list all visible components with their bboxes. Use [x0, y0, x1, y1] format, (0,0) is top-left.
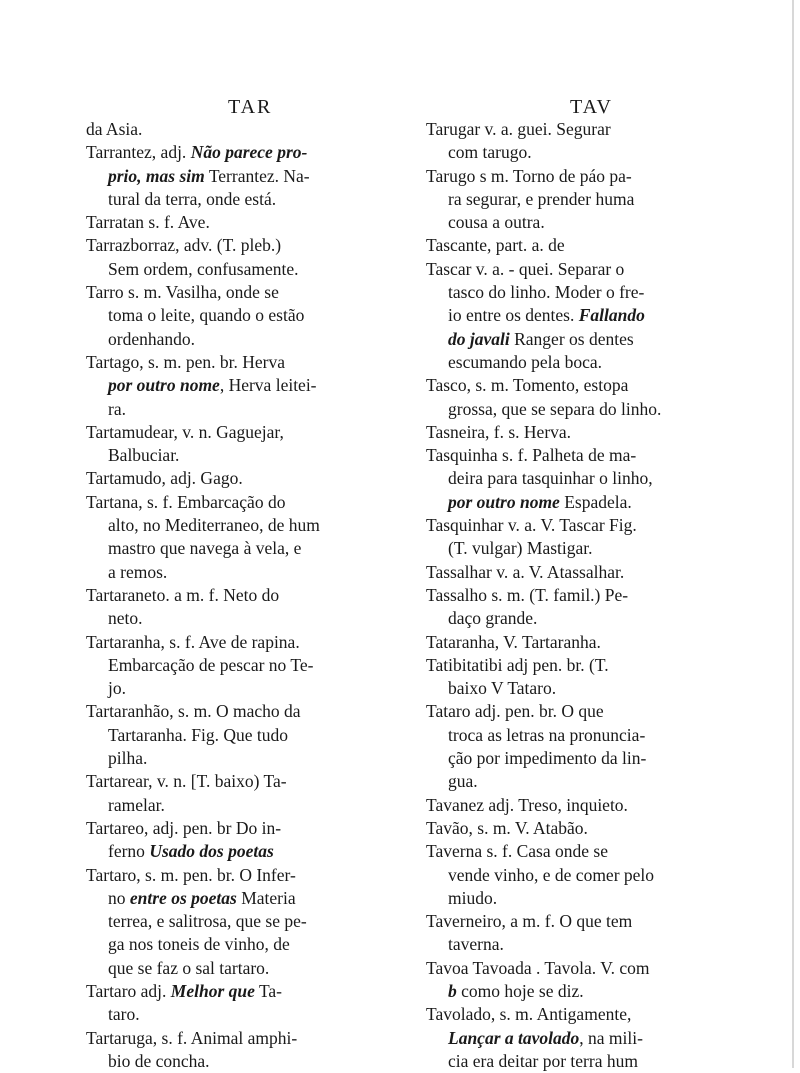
text-segment: Terrantez. Na- — [204, 165, 310, 186]
italic-segment: por outro nome — [448, 491, 560, 512]
text-line — [86, 700, 416, 723]
text-line — [426, 374, 766, 397]
text-segment: Tartago, s. m. pen. br. Herva — [86, 351, 285, 372]
text-segment: como hoje se diz. — [456, 980, 584, 1001]
text-segment: cousa a outra. — [448, 212, 545, 233]
italic-segment: do javali — [448, 328, 510, 349]
text-line — [426, 957, 766, 980]
right-column — [426, 118, 766, 1073]
text-segment: Tasquinha s. f. Palheta de ma- — [426, 445, 637, 466]
text-line — [426, 211, 766, 234]
text-segment: pilha. — [108, 748, 148, 769]
text-segment: Tarrazborraz, adv. (T. pleb.) — [86, 235, 282, 256]
text-line — [86, 724, 416, 747]
text-segment: Tartamudo, adj. Gago. — [86, 468, 243, 489]
italic-segment: Não parece pro- — [190, 142, 308, 163]
text-line — [426, 700, 766, 723]
text-line — [86, 1050, 416, 1073]
text-segment: Tartaraneto. a m. f. Neto do — [86, 584, 280, 605]
text-line — [426, 491, 766, 514]
text-segment: ção por impedimento da lin- — [448, 748, 647, 769]
text-line — [426, 421, 766, 444]
text-line — [86, 421, 416, 444]
text-line — [86, 514, 416, 537]
text-line — [426, 328, 766, 351]
text-segment: ga nos toneis de vinho, de — [108, 934, 290, 955]
text-segment: Tartaranha, s. f. Ave de rapina. — [86, 631, 300, 652]
text-segment: cia era deitar por terra hum — [448, 1050, 638, 1071]
text-line — [86, 677, 416, 700]
text-segment: que se faz o sal tartaro. — [108, 957, 270, 978]
text-line — [86, 770, 416, 793]
text-line — [86, 631, 416, 654]
text-segment: miudo. — [448, 887, 498, 908]
text-segment: ferno — [108, 841, 150, 862]
text-line — [86, 817, 416, 840]
text-segment: Tavanez adj. Treso, inquieto. — [426, 794, 628, 815]
text-line — [426, 304, 766, 327]
italic-segment: b — [448, 980, 457, 1001]
text-segment: ra segurar, e prender huma — [448, 188, 635, 209]
text-segment: Tartaro, s. m. pen. br. O Infer- — [86, 864, 296, 885]
text-line — [86, 444, 416, 467]
text-segment: com tarugo. — [448, 142, 532, 163]
text-line — [86, 467, 416, 490]
text-segment: Tataranha, V. Tartaranha. — [426, 631, 601, 652]
text-segment: , na mili- — [579, 1027, 643, 1048]
text-segment: ra. — [108, 398, 126, 419]
text-line — [426, 1027, 766, 1050]
text-segment: gua. — [448, 771, 478, 792]
text-segment: Tartareo, adj. pen. br Do in- — [86, 817, 282, 838]
text-segment: Tarugar v. a. guei. Segurar — [426, 119, 611, 139]
italic-segment: Fallando — [578, 305, 645, 326]
text-segment: no — [108, 887, 130, 908]
text-line — [86, 374, 416, 397]
text-segment: Tasquinhar v. a. V. Tascar Fig. — [426, 515, 637, 536]
text-line — [426, 141, 766, 164]
text-segment: tasco do linho. Moder o fre- — [448, 282, 645, 303]
text-segment: Tartaruga, s. f. Animal amphi- — [86, 1027, 298, 1048]
text-segment: Tartana, s. f. Embarcação do — [86, 491, 286, 512]
text-line — [86, 561, 416, 584]
italic-segment: prio, mas sim — [108, 165, 205, 186]
text-segment: Taverna s. f. Casa onde se — [426, 841, 608, 862]
italic-segment: Usado dos poetas — [149, 841, 274, 862]
text-line — [426, 910, 766, 933]
text-segment: Tavolado, s. m. Antigamente, — [426, 1004, 632, 1025]
text-segment: Taverneiro, a m. f. O que tem — [426, 911, 633, 932]
running-head-right: TAV — [570, 96, 613, 118]
text-line — [86, 398, 416, 421]
text-segment: deira para tasquinhar o linho, — [448, 468, 653, 489]
text-segment: Tasco, s. m. Tomento, estopa — [426, 375, 629, 396]
text-segment: taverna. — [448, 934, 504, 955]
text-line — [86, 864, 416, 887]
italic-segment: Lançar a tavolado — [448, 1027, 580, 1048]
text-line — [426, 724, 766, 747]
text-segment: taro. — [108, 1004, 140, 1025]
text-line — [426, 444, 766, 467]
text-segment: Balbuciar. — [108, 445, 180, 466]
text-segment: Embarcação de pescar no Te- — [108, 654, 314, 675]
text-segment: a remos. — [108, 561, 168, 582]
text-line — [426, 258, 766, 281]
text-line — [86, 980, 416, 1003]
text-line — [86, 118, 416, 141]
text-segment: toma o leite, quando o estão — [108, 305, 305, 326]
text-line — [86, 188, 416, 211]
text-line — [426, 398, 766, 421]
text-line — [426, 794, 766, 817]
text-line — [426, 840, 766, 863]
text-line — [86, 351, 416, 374]
text-segment: alto, no Mediterraneo, de hum — [108, 515, 320, 536]
text-segment: daço grande. — [448, 608, 538, 629]
text-segment: jo. — [108, 678, 126, 699]
text-segment: Tarrantez, adj. — [86, 142, 191, 163]
text-segment: terrea, e salitrosa, que se pe- — [108, 911, 307, 932]
text-segment: Tassalho s. m. (T. famil.) Pe- — [426, 584, 629, 605]
text-segment: Tascar v. a. - quei. Separar o — [426, 258, 625, 279]
text-segment: Tarratan s. f. Ave. — [86, 212, 210, 233]
text-line — [426, 887, 766, 910]
text-line — [86, 840, 416, 863]
text-segment: troca as letras na pronuncia- — [448, 724, 646, 745]
italic-segment: por outro nome — [108, 375, 220, 396]
text-segment: Tatibitatibi adj pen. br. (T. — [426, 654, 609, 675]
text-segment: tural da terra, onde está. — [108, 188, 277, 209]
text-line — [426, 281, 766, 304]
text-segment: Tataro adj. pen. br. O que — [426, 701, 604, 722]
text-line — [426, 817, 766, 840]
running-head-left: TAR — [228, 96, 273, 118]
text-line — [426, 607, 766, 630]
text-segment: Tarugo s m. Torno de páo pa- — [426, 165, 632, 186]
text-line — [426, 770, 766, 793]
text-segment: Tascante, part. a. de — [426, 235, 565, 256]
text-segment: Espadela. — [559, 491, 632, 512]
text-line — [426, 1050, 766, 1073]
text-line — [86, 747, 416, 770]
text-line — [86, 933, 416, 956]
text-line — [86, 1027, 416, 1050]
text-segment: neto. — [108, 608, 143, 629]
text-line — [86, 281, 416, 304]
text-segment: Tarro s. m. Vasilha, onde se — [86, 282, 279, 303]
text-segment: Tassalhar v. a. V. Atassalhar. — [426, 561, 625, 582]
text-segment: baixo V Tataro. — [448, 678, 557, 699]
text-line — [86, 887, 416, 910]
text-line — [426, 584, 766, 607]
text-line — [86, 654, 416, 677]
text-line — [426, 747, 766, 770]
text-segment: mastro que navega à vela, e — [108, 538, 302, 559]
text-line — [86, 234, 416, 257]
text-line — [426, 631, 766, 654]
text-segment: Ta- — [254, 980, 283, 1001]
text-line — [426, 118, 766, 141]
text-line — [426, 654, 766, 677]
text-line — [86, 910, 416, 933]
text-line — [86, 328, 416, 351]
text-segment: Sem ordem, confusamente. — [108, 258, 299, 279]
text-segment: Tavão, s. m. V. Atabão. — [426, 817, 588, 838]
text-line — [426, 188, 766, 211]
text-line — [426, 864, 766, 887]
text-line — [426, 561, 766, 584]
text-line — [86, 584, 416, 607]
italic-segment: entre os poetas — [129, 887, 237, 908]
text-line — [86, 165, 416, 188]
text-line — [426, 234, 766, 257]
text-segment: Tartaranha. Fig. Que tudo — [108, 724, 289, 745]
page-edge — [792, 0, 794, 1068]
text-line — [426, 537, 766, 560]
text-line — [86, 537, 416, 560]
text-segment: (T. vulgar) Mastigar. — [448, 538, 593, 559]
text-segment: Tartaro adj. — [86, 980, 171, 1001]
text-line — [86, 794, 416, 817]
text-line — [86, 304, 416, 327]
text-line — [426, 514, 766, 537]
text-line — [426, 933, 766, 956]
text-segment: Ranger os dentes — [509, 328, 634, 349]
text-line — [86, 957, 416, 980]
text-segment: grossa, que se separa do linho. — [448, 398, 662, 419]
italic-segment: Melhor que — [170, 980, 255, 1001]
text-line — [426, 467, 766, 490]
text-line — [86, 258, 416, 281]
text-segment: escumando pela boca. — [448, 351, 603, 372]
text-segment: da Asia. — [86, 119, 143, 139]
text-segment: bio de concha. — [108, 1050, 210, 1071]
text-line — [86, 1003, 416, 1026]
text-segment: Tartaranhão, s. m. O macho da — [86, 701, 301, 722]
text-line — [426, 351, 766, 374]
text-line — [426, 1003, 766, 1026]
text-segment: vende vinho, e de comer pelo — [448, 864, 655, 885]
text-segment: Materia — [236, 887, 296, 908]
text-line — [86, 607, 416, 630]
text-segment: Tavoa Tavoada . Tavola. V. com — [426, 957, 650, 978]
text-segment: , Herva leitei- — [219, 375, 317, 396]
text-segment: ramelar. — [108, 794, 165, 815]
text-segment: Tartarear, v. n. [T. baixo) Ta- — [86, 771, 287, 792]
text-line — [426, 677, 766, 700]
text-line — [426, 165, 766, 188]
text-segment: io entre os dentes. — [448, 305, 579, 326]
text-line — [86, 491, 416, 514]
text-segment: Tasneira, f. s. Herva. — [426, 421, 572, 442]
left-column — [86, 118, 416, 1073]
text-segment: Tartamudear, v. n. Gaguejar, — [86, 421, 284, 442]
text-line — [426, 980, 766, 1003]
text-segment: ordenhando. — [108, 328, 195, 349]
text-line — [86, 211, 416, 234]
text-line — [86, 141, 416, 164]
